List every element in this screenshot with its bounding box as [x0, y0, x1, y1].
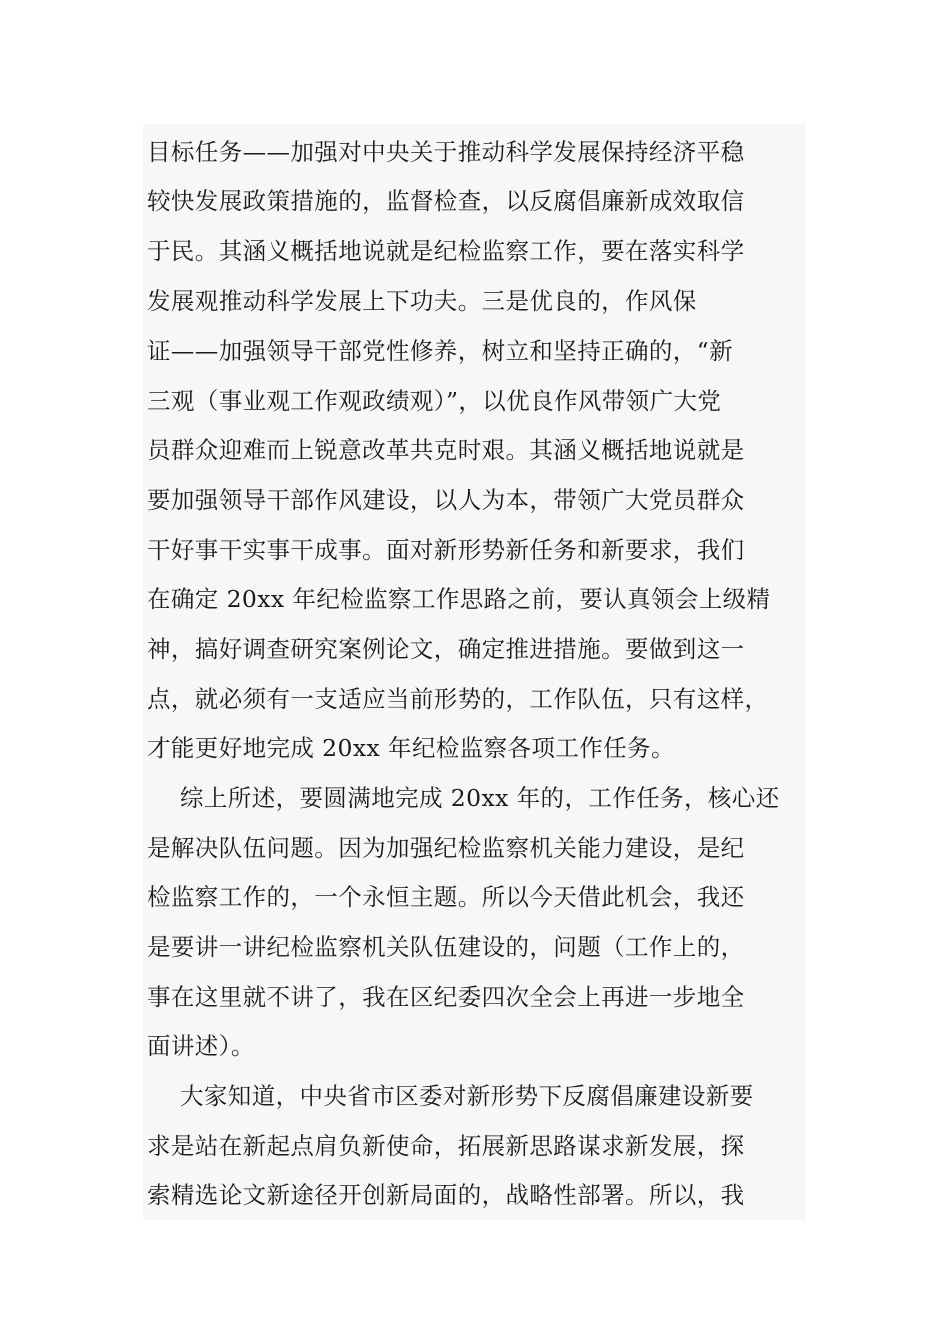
text-line: 证——加强领导干部党性修养，树立和坚持正确的，“新 [147, 337, 734, 365]
text-line: 较快发展政策措施的，监督检查，以反腐倡廉新成效取信 [147, 187, 745, 215]
text-line: 在确定 20xx 年纪检监察工作思路之前，要认真领会上级精 [147, 585, 771, 613]
text-line: 点，就必须有一支适应当前形势的，工作队伍，只有这样， [147, 685, 769, 713]
text-line: 是解决队伍问题。因为加强纪检监察机关能力建设，是纪 [147, 834, 745, 862]
text-line: 员群众迎难而上锐意改革共克时艰。其涵义概括地说就是 [147, 436, 745, 464]
text-line: 面讲述）。 [147, 1032, 255, 1060]
text-line: 索精选论文新途径开创新局面的，战略性部署。所以，我 [147, 1181, 745, 1209]
text-line: 三观（事业观工作观政绩观）”，以优良作风带领广大党 [147, 387, 722, 415]
text-line: 目标任务——加强对中央关于推动科学发展保持经济平稳 [147, 138, 745, 166]
text-line: 大家知道，中央省市区委对新形势下反腐倡廉建设新要 [180, 1082, 754, 1110]
text-line: 综上所述，要圆满地完成 20xx 年的，工作任务，核心还 [180, 784, 780, 812]
text-line: 事在这里就不讲了，我在区纪委四次全会上再进一步地全 [147, 983, 745, 1011]
text-line: 发展观推动科学发展上下功夫。三是优良的，作风保 [147, 287, 697, 315]
text-line: 是要讲一讲纪检监察机关队伍建设的，问题（工作上的， [147, 933, 745, 961]
text-line: 干好事干实事干成事。面对新形势新任务和新要求，我们 [147, 536, 745, 564]
text-line: 检监察工作的，一个永恒主题。所以今天借此机会，我还 [147, 883, 745, 911]
text-line: 于民。其涵义概括地说就是纪检监察工作，要在落实科学 [147, 237, 745, 265]
text-line: 神，搞好调查研究案例论文，确定推进措施。要做到这一 [147, 635, 745, 663]
text-line: 要加强领导干部作风建设，以人为本，带领广大党员群众 [147, 486, 745, 514]
text-line: 求是站在新起点肩负新使命，拓展新思路谋求新发展，探 [147, 1132, 745, 1160]
text-line: 才能更好地完成 20xx 年纪检监察各项工作任务。 [147, 734, 675, 762]
